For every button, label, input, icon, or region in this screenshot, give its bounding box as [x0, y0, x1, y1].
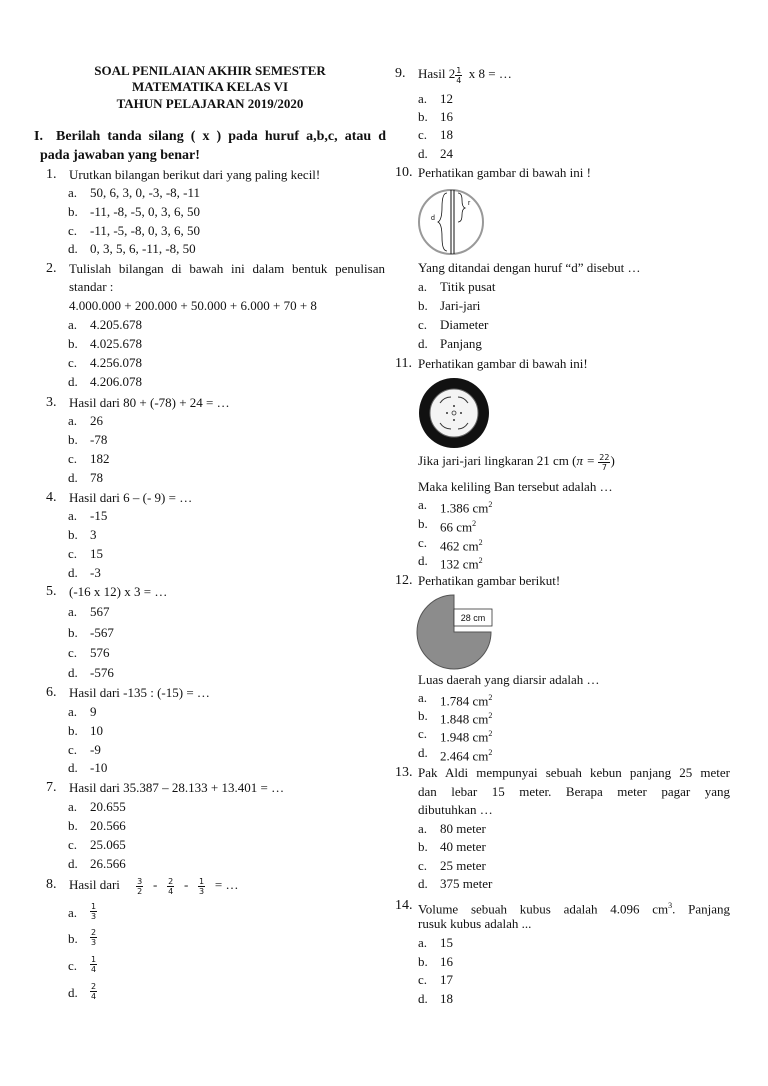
- q2-opt-d: 4.206.078: [90, 374, 142, 389]
- q13-opt-b-letter[interactable]: b.: [418, 839, 428, 854]
- q14-opt-d: 18: [440, 991, 453, 1006]
- q9-opt-c: 18: [440, 127, 453, 142]
- q9-opt-b: 16: [440, 109, 453, 124]
- q7-opt-a: 20.655: [90, 799, 126, 814]
- q6-number: 6.: [46, 685, 57, 700]
- q8-fraction-3: $\frac{1}{3}$: [199, 876, 205, 896]
- q3-opt-c: 182: [90, 451, 110, 466]
- q10-circle-diagram: [416, 187, 486, 257]
- q2-opt-a-letter[interactable]: a.: [68, 317, 78, 332]
- q5-opt-d: -576: [90, 665, 114, 680]
- q2-opt-b-letter[interactable]: b.: [68, 336, 78, 351]
- q11-number: 11.: [395, 356, 412, 371]
- q5-opt-d-letter[interactable]: d.: [68, 665, 78, 680]
- q2-opt-c: 4.256.078: [90, 355, 142, 370]
- q4-number: 4.: [46, 490, 57, 505]
- q5-opt-b-letter[interactable]: b.: [68, 625, 78, 640]
- q6-opt-c-letter[interactable]: c.: [68, 742, 78, 757]
- q10-opt-b: Jari-jari: [440, 298, 481, 313]
- q12-opt-d-letter[interactable]: d.: [418, 745, 428, 760]
- q5-opt-c-letter[interactable]: c.: [68, 645, 78, 660]
- q4-opt-b-letter[interactable]: b.: [68, 527, 78, 542]
- q3-number: 3.: [46, 395, 57, 410]
- q3-opt-a-letter[interactable]: a.: [68, 413, 78, 428]
- q8-opt-a: [90, 901, 97, 921]
- q13-opt-a-letter[interactable]: a.: [418, 821, 428, 836]
- q6-opt-c: -9: [90, 742, 101, 757]
- q10-opt-a-letter[interactable]: a.: [418, 279, 428, 294]
- section-instruction-line-2: pada jawaban yang benar!: [40, 148, 200, 163]
- q13-opt-a: 80 meter: [440, 821, 486, 836]
- q4-opt-a-letter[interactable]: a.: [68, 508, 78, 523]
- q10-number: 10.: [395, 165, 413, 180]
- q13-line-1: Pak Aldi mempunyai sebuah kebun panjang 25 meter: [418, 765, 730, 780]
- q12-question: Luas daerah yang diarsir adalah …: [418, 672, 600, 687]
- q3-opt-d: 78: [90, 470, 103, 485]
- q7-opt-b: 20.566: [90, 818, 126, 833]
- q8-fraction-1: $\frac{3}{2}$: [137, 876, 143, 896]
- q7-text: Hasil dari 35.387 – 28.133 + 13.401 = …: [69, 780, 285, 795]
- q13-opt-c: 25 meter: [440, 858, 486, 873]
- q11-bolt-2: [460, 412, 462, 414]
- q2-opt-d-letter[interactable]: d.: [68, 374, 78, 389]
- q3-text: Hasil dari 80 + (-78) + 24 = …: [69, 395, 230, 410]
- q12-text: Perhatikan gambar berikut!: [418, 573, 561, 588]
- q1-opt-c-letter[interactable]: c.: [68, 223, 78, 238]
- q7-opt-c: 25.065: [90, 837, 126, 852]
- q4-opt-c-letter[interactable]: c.: [68, 546, 78, 561]
- q13-opt-d-letter[interactable]: d.: [418, 876, 428, 891]
- q2-line-3: 4.000.000 + 200.000 + 50.000 + 6.000 + 70 + 8: [69, 298, 317, 313]
- q9-opt-a: 12: [440, 91, 453, 106]
- q6-opt-b: 10: [90, 723, 103, 738]
- q6-text: Hasil dari -135 : (-15) = …: [69, 685, 210, 700]
- q11-pi: π =: [576, 453, 596, 468]
- q10-label-r: r: [468, 200, 471, 207]
- q12-shaded-region: [417, 595, 491, 669]
- q1-opt-c: -11, -5, -8, 0, 3, 6, 50: [90, 223, 201, 238]
- q12-opt-a-letter[interactable]: a.: [418, 690, 428, 705]
- q8-opt-b-fraction: $\frac{2}{3}$: [91, 927, 97, 947]
- section-instruction-line-1: Berilah tanda silang ( x ) pada huruf a,b,c, atau d: [56, 129, 386, 144]
- q7-number: 7.: [46, 780, 57, 795]
- section-number: I.: [34, 129, 43, 144]
- q8-opt-c-fraction: $\frac{1}{4}$: [91, 954, 97, 974]
- q11-opt-b-letter[interactable]: b.: [418, 516, 428, 531]
- q5-opt-b: -567: [90, 625, 114, 640]
- q7-opt-c-letter[interactable]: c.: [68, 837, 78, 852]
- q1-opt-b: -11, -8, -5, 0, 3, 6, 50: [90, 204, 201, 219]
- q3-opt-c-letter[interactable]: c.: [68, 451, 78, 466]
- q7-opt-a-letter[interactable]: a.: [68, 799, 78, 814]
- q3-opt-b: -78: [90, 432, 108, 447]
- q8-opt-a-fraction: $\frac{1}{3}$: [91, 901, 97, 921]
- q9-opt-d-letter[interactable]: d.: [418, 146, 428, 161]
- q9-prefix: Hasil 2: [418, 66, 456, 81]
- q14-line-2: rusuk kubus adalah ...: [418, 916, 532, 931]
- q11-opt-b: 66 $cm^2$: [440, 519, 477, 535]
- q11-bolt-1: [453, 405, 455, 407]
- q5-opt-c: 576: [90, 645, 110, 660]
- q10-opt-d-letter[interactable]: d.: [418, 336, 428, 351]
- q2-opt-c-letter[interactable]: c.: [68, 355, 78, 370]
- q11-opt-a-letter[interactable]: a.: [418, 497, 428, 512]
- q14-opt-b-letter[interactable]: b.: [418, 954, 428, 969]
- q8-opt-d: [90, 981, 97, 1001]
- q11-opt-d-letter[interactable]: d.: [418, 553, 428, 568]
- q8-expression: [69, 876, 238, 896]
- q1-opt-d-letter[interactable]: d.: [68, 241, 78, 256]
- q10-question: Yang ditandai dengan huruf “d” disebut …: [418, 260, 641, 275]
- header-line-3: TAHUN PELAJARAN 2019/2020: [116, 96, 304, 111]
- q1-text: Urutkan bilangan berikut dari yang paling kecil!: [69, 167, 321, 182]
- header-line-1: SOAL PENILAIAN AKHIR SEMESTER: [94, 63, 326, 78]
- q7-opt-d: 26.566: [90, 856, 126, 871]
- q6-opt-a: 9: [90, 704, 97, 719]
- q4-opt-a: -15: [90, 508, 108, 523]
- q9-expression: [418, 65, 512, 85]
- q8-fraction-2: $\frac{2}{4}$: [168, 876, 174, 896]
- q8-number: 8.: [46, 877, 57, 892]
- q8-opt-b-letter[interactable]: b.: [68, 931, 78, 946]
- q1-number: 1.: [46, 167, 57, 182]
- q5-text: (-16 x 12) x 3 = …: [69, 584, 168, 599]
- q11-tire-diagram: [418, 377, 490, 449]
- q11-text: Perhatikan gambar di bawah ini!: [418, 356, 588, 371]
- q10-opt-d: Panjang: [440, 336, 482, 351]
- q8-opt-b: [90, 927, 97, 947]
- q10-label-d: d: [431, 215, 435, 222]
- q8-equals: = …: [214, 877, 239, 892]
- q11-opt-a: 1.386 $cm^2$: [440, 500, 493, 516]
- q10-opt-c: Diameter: [440, 317, 489, 332]
- q10-opt-c-letter[interactable]: c.: [418, 317, 428, 332]
- q11-line-1: [418, 452, 615, 472]
- q3-opt-d-letter[interactable]: d.: [68, 470, 78, 485]
- q13-opt-b: 40 meter: [440, 839, 486, 854]
- q8-opt-c: [90, 954, 97, 974]
- q11-opt-c-letter[interactable]: c.: [418, 535, 428, 550]
- q6-opt-d-letter[interactable]: d.: [68, 760, 78, 775]
- q13-number: 13.: [395, 765, 413, 780]
- q12-opt-b-letter[interactable]: b.: [418, 708, 428, 723]
- q2-number: 2.: [46, 261, 57, 276]
- q2-line-2: standar :: [69, 279, 114, 294]
- q10-text: Perhatikan gambar di bawah ini !: [418, 165, 591, 180]
- q7-opt-b-letter[interactable]: b.: [68, 818, 78, 833]
- q14-line-1: Volume sebuah kubus adalah 4.096 $cm^3$. Panjang: [418, 901, 730, 917]
- q11-opt-d: 132 $cm^2$: [440, 556, 483, 572]
- q12-opt-c-letter[interactable]: c.: [418, 726, 428, 741]
- q9-opt-c-letter[interactable]: c.: [418, 127, 428, 142]
- q12-opt-a: 1.784 $cm^2$: [440, 693, 493, 709]
- q12-opt-c: 1.948 $cm^2$: [440, 729, 493, 745]
- q4-opt-d: -3: [90, 565, 101, 580]
- q8-opt-d-letter[interactable]: d.: [68, 985, 78, 1000]
- q12-opt-d: 2.464 $cm^2$: [440, 748, 493, 764]
- q1-opt-a: 50, 6, 3, 0, -3, -8, -11: [90, 185, 201, 200]
- q5-opt-a-letter[interactable]: a.: [68, 604, 78, 619]
- q13-opt-d: 375 meter: [440, 876, 493, 891]
- q1-opt-a-letter[interactable]: a.: [68, 185, 78, 200]
- q11-opt-c: 462 $cm^2$: [440, 538, 483, 554]
- q14-opt-a: 15: [440, 935, 453, 950]
- q8-minus-2: -: [183, 877, 189, 892]
- q4-opt-c: 15: [90, 546, 103, 561]
- q9-fraction: $\frac{1}{4}$: [456, 65, 462, 85]
- q14-opt-b: 16: [440, 954, 453, 969]
- q14-opt-a-letter[interactable]: a.: [418, 935, 428, 950]
- q8-opt-c-letter[interactable]: c.: [68, 958, 78, 973]
- q1-opt-b-letter[interactable]: b.: [68, 204, 78, 219]
- q4-opt-d-letter[interactable]: d.: [68, 565, 78, 580]
- q12-number: 12.: [395, 573, 413, 588]
- q3-opt-a: 26: [90, 413, 103, 428]
- q11-bolt-4: [446, 412, 448, 414]
- q10-opt-a: Titik pusat: [440, 279, 496, 294]
- q11-bolt-3: [453, 419, 455, 421]
- q4-opt-b: 3: [90, 527, 97, 542]
- q7-opt-d-letter[interactable]: d.: [68, 856, 78, 871]
- q8-prefix: Hasil dari: [69, 877, 120, 892]
- q6-opt-a-letter[interactable]: a.: [68, 704, 78, 719]
- q9-opt-a-letter[interactable]: a.: [418, 91, 428, 106]
- q13-line-2: dan lebar 15 meter. Berapa meter pagar yang: [418, 784, 730, 799]
- q11-rim: [430, 389, 478, 437]
- q2-line-1: Tulislah bilangan di bawah ini dalam bentuk penulisan: [69, 261, 385, 276]
- q5-opt-a: 567: [90, 604, 110, 619]
- q2-opt-a: 4.205.678: [90, 317, 142, 332]
- q11-line-1-post: ): [610, 453, 615, 468]
- q8-opt-d-fraction: $\frac{2}{4}$: [91, 981, 97, 1001]
- q3-opt-b-letter[interactable]: b.: [68, 432, 78, 447]
- q9-opt-b-letter[interactable]: b.: [418, 109, 428, 124]
- q14-opt-d-letter[interactable]: d.: [418, 991, 428, 1006]
- q12-label: 28 cm: [460, 613, 486, 623]
- q9-opt-d: 24: [440, 146, 453, 161]
- q4-text: Hasil dari 6 – (- 9) = …: [69, 490, 193, 505]
- q11-pi-fraction: $\frac{22}{7}$: [599, 452, 610, 472]
- q5-number: 5.: [46, 584, 57, 599]
- q1-opt-d: 0, 3, 5, 6, -11, -8, 50: [90, 241, 196, 256]
- q8-minus-1: -: [153, 877, 158, 892]
- q11-line-2: Maka keliling Ban tersebut adalah …: [418, 479, 613, 494]
- q14-number: 14.: [395, 898, 413, 913]
- q14-opt-c-letter[interactable]: c.: [418, 972, 428, 987]
- q10-opt-b-letter[interactable]: b.: [418, 298, 428, 313]
- q12-quarter-circle-diagram: [416, 593, 496, 673]
- q13-line-3: dibutuhkan …: [418, 802, 493, 817]
- header-line-2: MATEMATIKA KELAS VI: [131, 79, 289, 94]
- q14-opt-c: 17: [440, 972, 453, 987]
- q12-opt-b: 1.848 $cm^2$: [440, 711, 493, 727]
- q8-opt-a-letter[interactable]: a.: [68, 905, 78, 920]
- q6-opt-d: -10: [90, 760, 108, 775]
- q9-suffix: x 8 = …: [468, 66, 512, 81]
- q6-opt-b-letter[interactable]: b.: [68, 723, 78, 738]
- q2-opt-b: 4.025.678: [90, 336, 142, 351]
- q11-line-1-pre: Jika jari-jari lingkaran 21 cm (: [418, 453, 577, 468]
- q9-number: 9.: [395, 66, 406, 81]
- q13-opt-c-letter[interactable]: c.: [418, 858, 428, 873]
